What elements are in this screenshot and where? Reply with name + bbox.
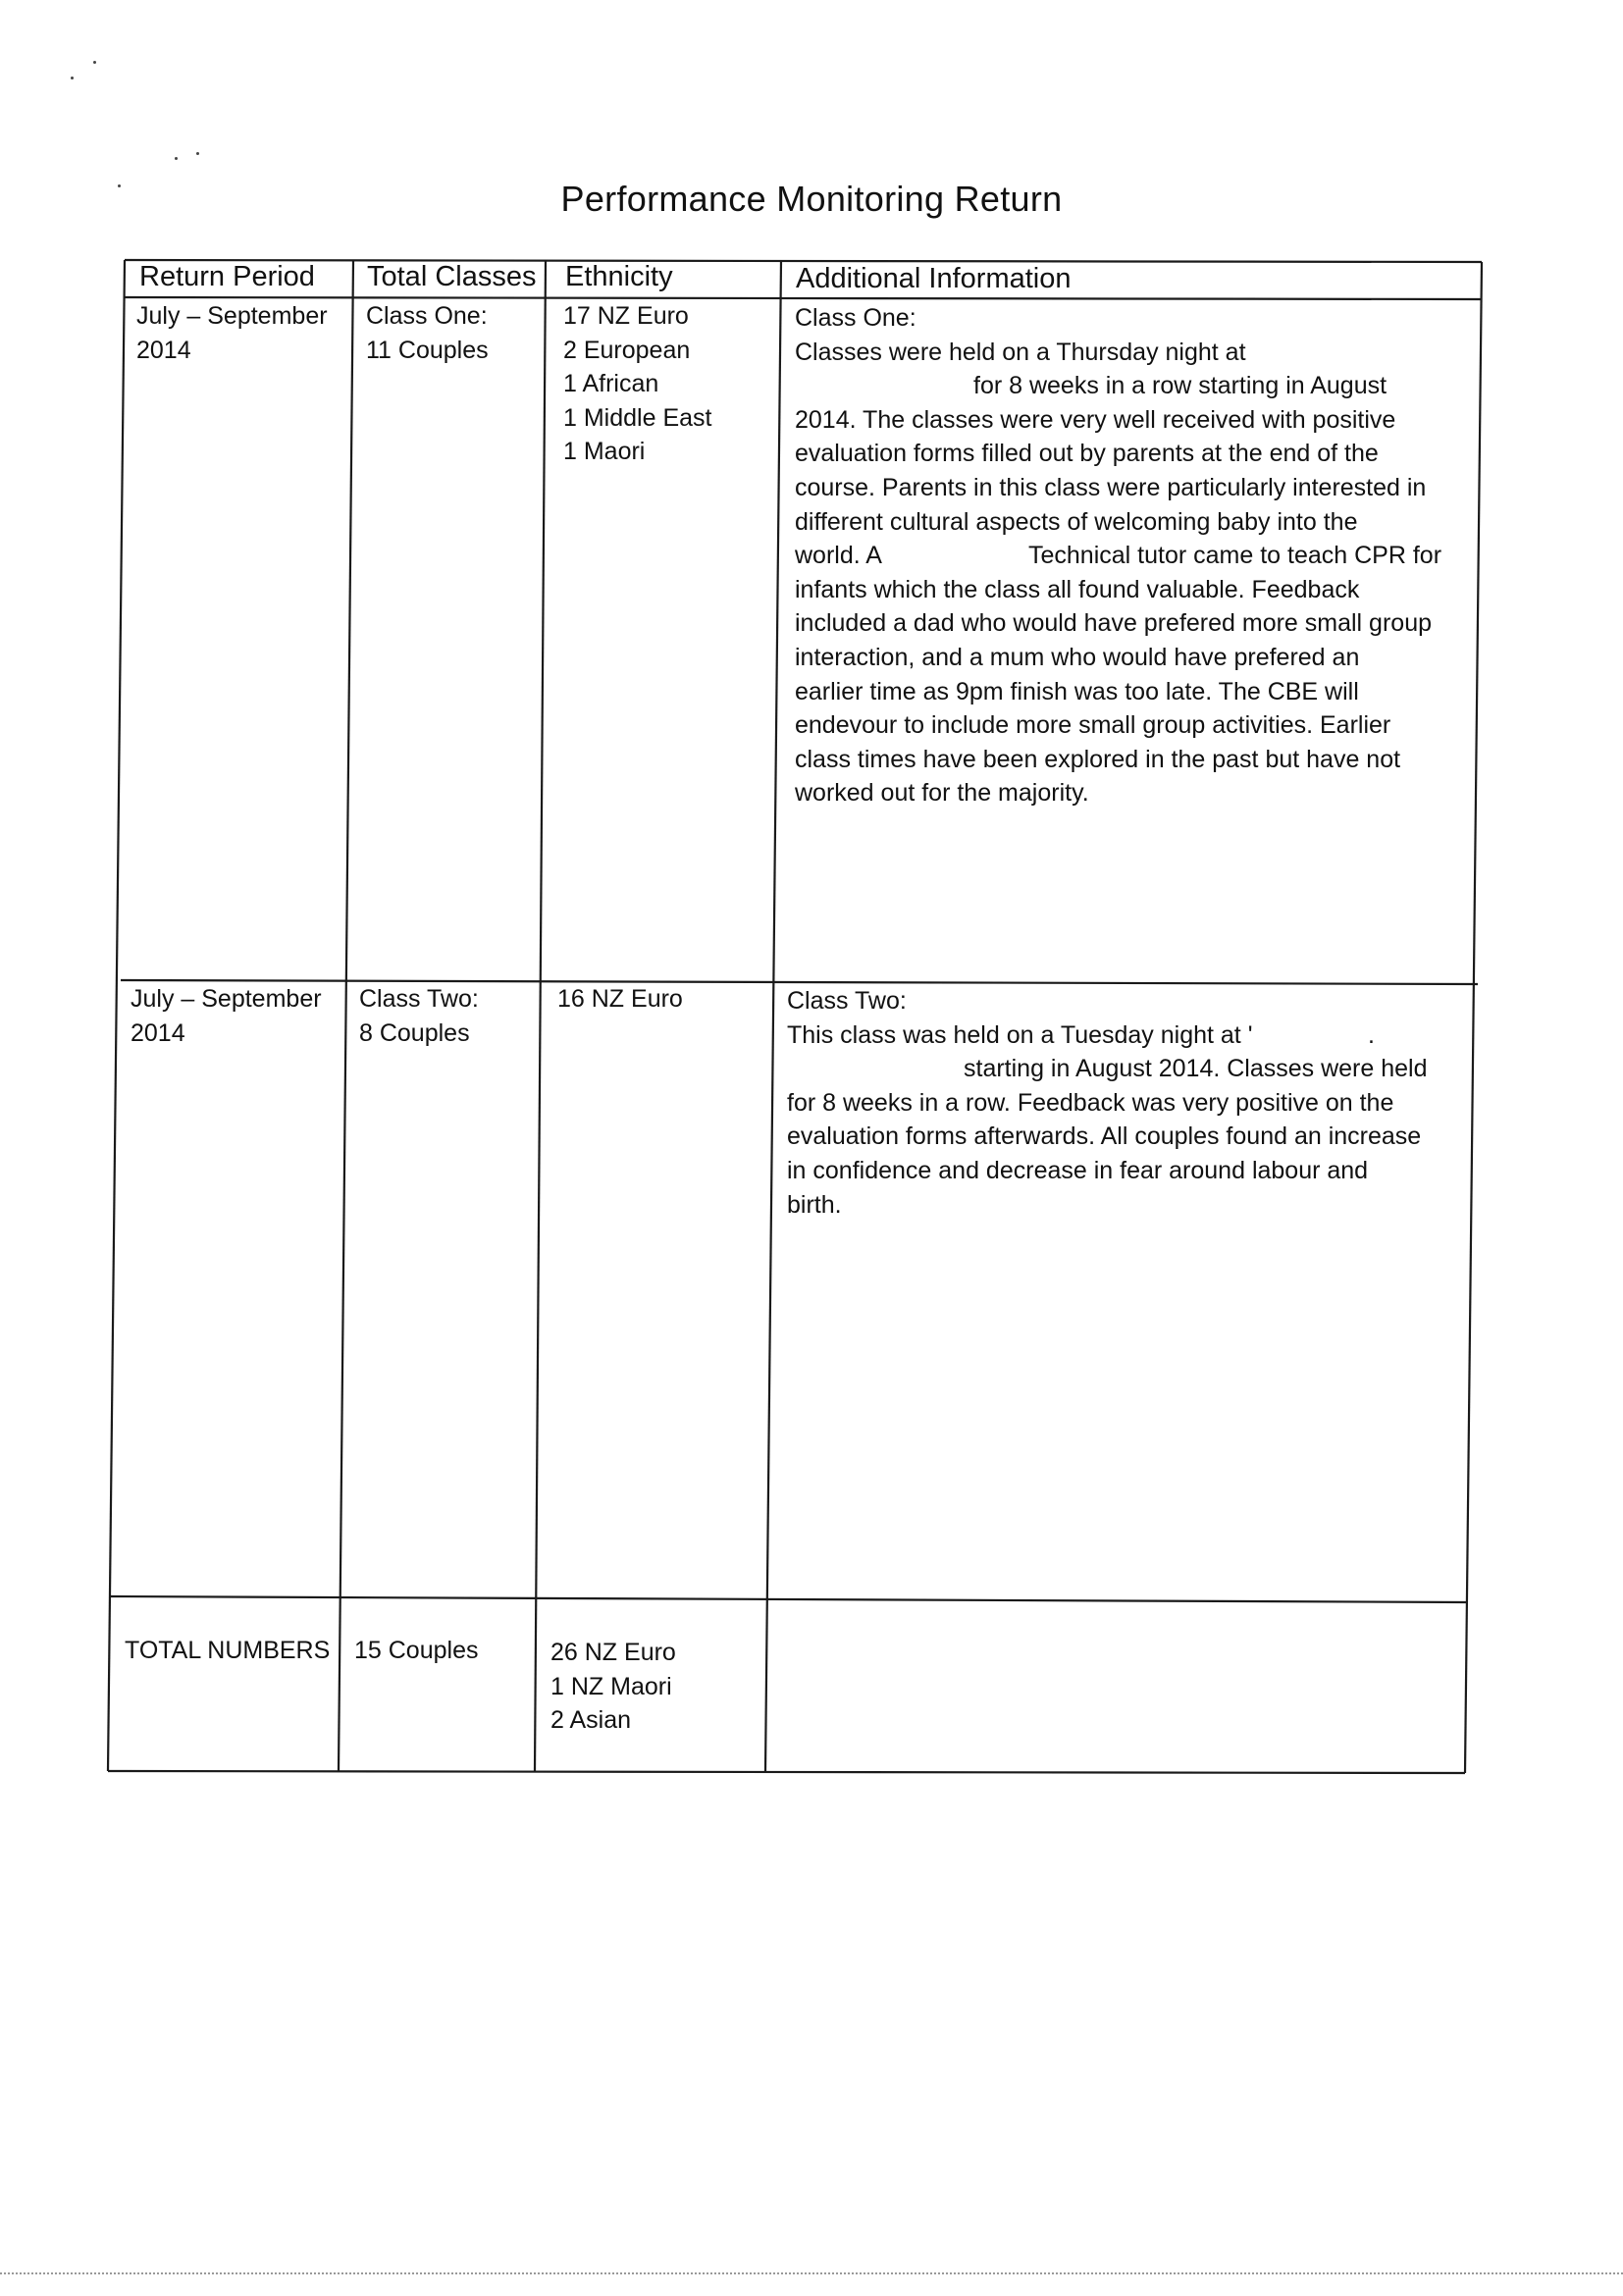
info-line: different cultural aspects of welcoming baby into the [795,507,1358,536]
ethnicity-entry: 26 NZ Euro [550,1639,676,1666]
row1-additional-information [795,301,1472,810]
classes-line: Class One: [366,302,488,330]
header-total-classes: Total Classes [367,261,537,292]
header-return-period: Return Period [139,261,315,292]
info-line: earlier time as 9pm finish was too late. The CBE will [795,677,1359,705]
row2-total-classes [359,982,479,1050]
info-line: starting in August 2014. Classes were held [964,1055,1428,1083]
info-line: infants which the class all found valuable. Feedback [795,575,1360,603]
info-line: included a dad who would have prefered more small group [795,609,1432,638]
header-additional-information: Additional Information [796,263,1072,294]
info-line: class times have been explored in the past but have not [795,745,1401,773]
period-line: 2014 [131,1018,185,1047]
ethnicity-entry: 1 African [563,370,659,398]
ethnicity-entry: 1 Maori [563,438,646,466]
info-fragment: world. A [795,542,882,570]
info-line: evaluation forms afterwards. All couples found an increase [787,1122,1422,1151]
ethnicity-entry: 17 NZ Euro [563,302,689,330]
row1-total-classes [366,299,489,367]
info-fragment: Technical tutor came to teach CPR for [1028,542,1442,570]
totals-label: TOTAL NUMBERS [125,1637,331,1664]
info-line: endevour to include more small group activities. Earlier [795,711,1391,740]
ethnicity-entry: 1 Middle East [563,403,712,432]
period-line: 2014 [136,336,191,364]
info-line: Class One: [795,304,916,332]
row2-additional-information [787,984,1464,1222]
info-line-split [795,539,1472,573]
info-line: interaction, and a mum who would have prefered an [795,643,1360,671]
info-line: Classes were held on a Thursday night at [795,338,1246,366]
info-line: for 8 weeks in a row starting in August [973,372,1387,400]
row1-ethnicity [563,299,711,469]
scan-edge-line [0,2272,1623,2276]
classes-line: 11 Couples [366,336,489,364]
ethnicity-entry: 16 NZ Euro [557,985,683,1013]
page-title: Performance Monitoring Return [560,179,1063,220]
totals-classes: 15 Couples [354,1637,479,1664]
info-line: in confidence and decrease in fear around labour and [787,1156,1369,1184]
info-line: 2014. The classes were very well received with positive [795,405,1396,434]
info-line: course. Parents in this class were particularly interested in [795,473,1427,501]
totals-ethnicity [550,1636,676,1738]
info-line: Class Two: [787,987,907,1015]
ethnicity-entry: 1 NZ Maori [550,1672,672,1700]
info-fragment: This class was held on a Tuesday night at ' [787,1020,1253,1049]
period-line: July – September [131,985,322,1013]
info-line-split [787,1018,1464,1053]
header-ethnicity: Ethnicity [565,261,673,292]
ethnicity-entry: 2 Asian [550,1706,632,1735]
info-line: for 8 weeks in a row. Feedback was very positive on the [787,1088,1394,1117]
classes-line: 8 Couples [359,1018,470,1047]
row1-return-period [136,299,328,367]
info-fragment: . [1368,1020,1375,1049]
info-line: evaluation forms filled out by parents at the end of the [795,440,1379,468]
ethnicity-entry: 2 European [563,336,691,364]
info-line: worked out for the majority. [795,779,1089,808]
row2-return-period [131,982,322,1050]
info-line: birth. [787,1190,842,1219]
row2-ethnicity [557,982,683,1017]
period-line: July – September [136,302,328,330]
classes-line: Class Two: [359,985,479,1013]
